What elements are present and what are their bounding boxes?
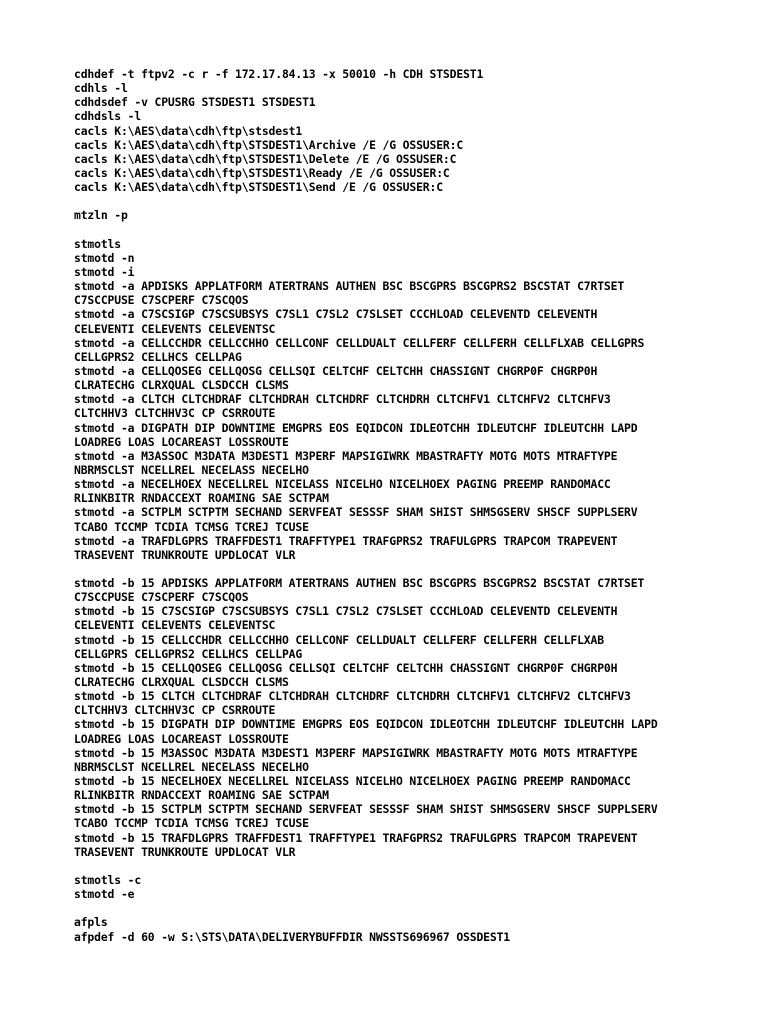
command-line: cacls K:\AES\data\cdh\ftp\STSDEST1\Archive /E /G OSSUSER:C <box>74 137 464 152</box>
command-line: CELLGPRS CELLGPRS2 CELLHCS CELLPAG <box>74 646 303 661</box>
blank-line <box>74 223 754 237</box>
command-block <box>74 873 754 901</box>
command-line: CLTCHHV3 CLTCHHV3C CP CSRROUTE <box>74 406 276 421</box>
command-line: stmotd -a CELLCCHDR CELLCCHHO CELLCONF CELLDUALT CELLFERF CELLFERH CELLFLXAB CELLGPRS <box>74 335 645 350</box>
command-block <box>74 576 754 859</box>
command-line: stmotd -a TRAFDLGPRS TRAFFDEST1 TRAFFTYPE1 TRAFGPRS2 TRAFULGPRS TRAPCOM TRAPEVENT <box>74 533 618 548</box>
command-line: C7SCCPUSE C7SCPERF C7SCQOS <box>74 293 249 308</box>
command-line: stmotd -b 15 C7SCSIGP C7SCSUBSYS C7SL1 C7SL2 C7SLSET CCCHLOAD CELEVENTD CELEVENTH <box>74 604 618 619</box>
command-line: stmotd -b 15 NECELHOEX NECELLREL NICELASS NICELHO NICELHOEX PAGING PREEMP RANDOMACC <box>74 774 631 789</box>
command-line: stmotd -b 15 CLTCH CLTCHDRAF CLTCHDRAH CLTCHDRF CLTCHDRH CLTCHFV1 CLTCHFV2 CLTCHFV3 <box>74 689 631 704</box>
command-line: stmotd -a CLTCH CLTCHDRAF CLTCHDRAH CLTCHDRF CLTCHDRH CLTCHFV1 CLTCHFV2 CLTCHFV3 <box>74 392 611 407</box>
command-line: cacls K:\AES\data\cdh\ftp\stsdest1 <box>74 123 303 138</box>
command-line: stmotd -a DIGPATH DIP DOWNTIME EMGPRS EOS EQIDCON IDLEOTCHH IDLEUTCHF IDLEUTCHH LAPD <box>74 420 638 435</box>
command-line: LOADREG LOAS LOCAREAST LOSSROUTE <box>74 434 289 449</box>
command-line: afpls <box>74 915 108 930</box>
command-line: stmotd -a CELLQOSEG CELLQOSG CELLSQI CELTCHF CELTCHH CHASSIGNT CHGRP0F CHGRP0H <box>74 363 598 378</box>
command-line: NBRMSCLST NCELLREL NECELASS NECELHO <box>74 759 309 774</box>
command-line: CLTCHHV3 CLTCHHV3C CP CSRROUTE <box>74 703 276 718</box>
command-line: RLINKBITR RNDACCEXT ROAMING SAE SCTPAM <box>74 788 329 803</box>
command-line: afpdef -d 60 -w S:\STS\DATA\DELIVERYBUFFDIR NWSSTS696967 OSSDEST1 <box>74 929 511 944</box>
command-line: cdhdsdef -v CPUSRG STSDEST1 STSDEST1 <box>74 95 316 110</box>
command-block <box>74 915 754 943</box>
command-line: stmotd -a SCTPLM SCTPTM SECHAND SERVFEAT SESSSF SHAM SHIST SHMSGSERV SHSCF SUPPLSERV <box>74 505 638 520</box>
blank-line <box>74 194 754 208</box>
command-line: stmotls <box>74 236 121 251</box>
blank-line <box>74 562 754 576</box>
command-block <box>74 237 754 562</box>
command-line: stmotd -n <box>74 250 135 265</box>
command-line: stmotd -b 15 M3ASSOC M3DATA M3DEST1 M3PERF MAPSIGIWRK MBASTRAFTY MOTG MOTS MTRAFTYPE <box>74 745 638 760</box>
command-line: cacls K:\AES\data\cdh\ftp\STSDEST1\Ready /E /G OSSUSER:C <box>74 165 450 180</box>
command-line: TRASEVENT TRUNKROUTE UPDLOCAT VLR <box>74 844 296 859</box>
command-line: stmotd -b 15 CELLCCHDR CELLCCHHO CELLCONF CELLDUALT CELLFERF CELLFERH CELLFLXAB <box>74 632 604 647</box>
command-line: CLRATECHG CLRXQUAL CLSDCCH CLSMS <box>74 675 289 690</box>
command-line: stmotd -b 15 SCTPLM SCTPTM SECHAND SERVFEAT SESSSF SHAM SHIST SHMSGSERV SHSCF SUPPLSERV <box>74 802 658 817</box>
command-line: stmotd -b 15 CELLQOSEG CELLQOSG CELLSQI CELTCHF CELTCHH CHASSIGNT CHGRP0F CHGRP0H <box>74 660 618 675</box>
command-line: cdhdsls -l <box>74 109 142 124</box>
command-block <box>74 67 754 194</box>
command-line: cacls K:\AES\data\cdh\ftp\STSDEST1\Delete /E /G OSSUSER:C <box>74 151 457 166</box>
command-line: cdhls -l <box>74 81 128 96</box>
command-line: stmotd -i <box>74 264 135 279</box>
command-line: RLINKBITR RNDACCEXT ROAMING SAE SCTPAM <box>74 491 329 506</box>
command-block <box>74 208 754 222</box>
command-line: CELLGPRS2 CELLHCS CELLPAG <box>74 349 242 364</box>
command-line: cdhdef -t ftpv2 -c r -f 172.17.84.13 -x 50010 -h CDH STSDEST1 <box>74 67 484 81</box>
blank-line <box>74 859 754 873</box>
command-listing <box>74 67 754 944</box>
command-line: stmotd -a C7SCSIGP C7SCSUBSYS C7SL1 C7SL2 C7SLSET CCCHLOAD CELEVENTD CELEVENTH <box>74 307 598 322</box>
command-line: stmotd -a APDISKS APPLATFORM ATERTRANS AUTHEN BSC BSCGPRS BSCGPRS2 BSCSTAT C7RTSET <box>74 279 625 294</box>
command-line: stmotd -e <box>74 887 135 902</box>
command-line: CLRATECHG CLRXQUAL CLSDCCH CLSMS <box>74 378 289 393</box>
command-line: TRASEVENT TRUNKROUTE UPDLOCAT VLR <box>74 547 296 562</box>
command-line: stmotd -b 15 APDISKS APPLATFORM ATERTRANS AUTHEN BSC BSCGPRS BSCGPRS2 BSCSTAT C7RTSET <box>74 576 645 591</box>
blank-line <box>74 901 754 915</box>
command-line: TCABO TCCMP TCDIA TCMSG TCREJ TCUSE <box>74 816 309 831</box>
command-line: stmotd -a NECELHOEX NECELLREL NICELASS NICELHO NICELHOEX PAGING PREEMP RANDOMACC <box>74 477 611 492</box>
command-line: C7SCCPUSE C7SCPERF C7SCQOS <box>74 590 249 605</box>
command-line: stmotls -c <box>74 873 142 888</box>
command-line: stmotd -a M3ASSOC M3DATA M3DEST1 M3PERF MAPSIGIWRK MBASTRAFTY MOTG MOTS MTRAFTYPE <box>74 448 618 463</box>
command-line: CELEVENTI CELEVENTS CELEVENTSC <box>74 618 276 633</box>
command-line: NBRMSCLST NCELLREL NECELASS NECELHO <box>74 462 309 477</box>
command-line: stmotd -b 15 DIGPATH DIP DOWNTIME EMGPRS EOS EQIDCON IDLEOTCHH IDLEUTCHF IDLEUTCHH LAPD <box>74 717 658 732</box>
command-line: TCABO TCCMP TCDIA TCMSG TCREJ TCUSE <box>74 519 309 534</box>
command-line: stmotd -b 15 TRAFDLGPRS TRAFFDEST1 TRAFFTYPE1 TRAFGPRS2 TRAFULGPRS TRAPCOM TRAPEVENT <box>74 830 638 845</box>
command-line: LOADREG LOAS LOCAREAST LOSSROUTE <box>74 731 289 746</box>
command-line: CELEVENTI CELEVENTS CELEVENTSC <box>74 321 276 336</box>
command-line: mtzln -p <box>74 208 128 223</box>
command-line: cacls K:\AES\data\cdh\ftp\STSDEST1\Send /E /G OSSUSER:C <box>74 180 443 195</box>
